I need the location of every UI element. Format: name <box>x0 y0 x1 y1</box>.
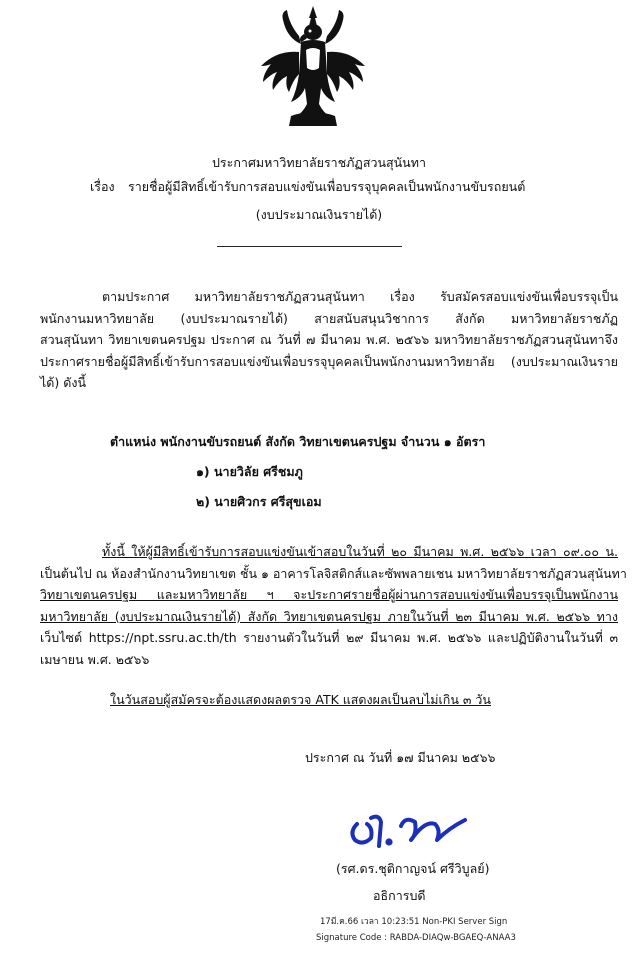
details-row: วิทยาเขตนครปฐม และมหาวิทยาลัย ฯ จะประกาศรายชื่อผู้ผ่านการสอบแข่งขันเพื่อบรรจุเป็นพนักงาน <box>40 587 618 602</box>
announce-date: ประกาศ ณ วันที่ ๑๗ มีนาคม ๒๕๖๖ <box>305 750 496 765</box>
signer-title: อธิการบดี <box>373 888 426 903</box>
intro-row: พนักงานมหาวิทยาลัย (งบประมาณรายได้) สายสนับสนุนวิชาการ สังกัด มหาวิทยาลัยราชภัฏ <box>40 310 618 326</box>
atk-note: ในวันสอบผู้สมัครจะต้องแสดงผลตรวจ ATK แสดงผลเป็นลบไม่เกิน ๓ วัน <box>110 692 491 707</box>
details-row: ทั้งนี้ ให้ผู้มีสิทธิ์เข้ารับการสอบแข่งขันเข้าสอบในวันที่ ๒๐ มีนาคม พ.ศ. ๒๕๖๖ เวลา ๐๙.๐๐ น. <box>102 544 618 559</box>
candidate-item: ๑) นายวิลัย ศรีชมภู <box>196 464 303 479</box>
details-row: เว็บไซต์ https://npt.ssru.ac.th/th รายงานตัวในวันที่ ๒๙ มีนาคม พ.ศ. ๒๕๖๖ และปฏิบัติงานในวันที่ ๓ <box>40 630 618 645</box>
details-paragraph <box>40 541 627 670</box>
intro-row: สวนสุนันทา วิทยาเขตนครปฐม ประกาศ ณ วันที่ ๗ มีนาคม พ.ศ. ๒๕๖๖ มหาวิทยาลัยราชภัฏสวนสุนันทาจึง <box>40 332 618 347</box>
signer-name: (รศ.ดร.ชุติกาญจน์ ศรีวิบูลย์) <box>336 861 490 876</box>
intro-paragraph <box>40 286 618 394</box>
garuda-emblem-icon <box>257 4 369 128</box>
subject-text: รายชื่อผู้มีสิทธิ์เข้ารับการสอบแข่งขันเพื่อบรรจุบุคคลเป็นพนักงานขับรถยนต์ <box>128 179 526 194</box>
details-row: เมษายน พ.ศ. ๒๕๖๖ <box>40 651 150 667</box>
budget-line: (งบประมาณเงินรายได้) <box>255 207 383 222</box>
subject-label: เรื่อง <box>90 179 115 194</box>
candidate-item: ๒) นายศิวกร ศรีสุขเอม <box>196 494 322 509</box>
details-row: เป็นต้นไป ณ ห้องสำนักงานวิทยาเขต ชั้น ๑ อาคารโลจิสติกส์และซัพพลายเชน มหาวิทยาลัยราชภัฏสวนสุนันทา <box>40 565 627 581</box>
intro-row: ได้) ดังนี้ <box>40 375 87 390</box>
header-divider <box>217 246 402 247</box>
position-title: ตำแหน่ง พนักงานขับรถยนต์ สังกัด วิทยาเขตนครปฐม จำนวน ๑ อัตรา <box>110 434 486 449</box>
details-row: มหาวิทยาลัย (งบประมาณเงินรายได้) สังกัด วิทยาเขตนครปฐม ภายในวันที่ ๒๓ มีนาคม พ.ศ. ๒๕๖๖ ทาง <box>40 608 618 624</box>
announcement-org-line: ประกาศมหาวิทยาลัยราชภัฏสวนสุนันทา <box>212 155 426 170</box>
esign-timestamp: 17มี.ค.66 เวลา 10:23:51 Non-PKI Server Sign <box>320 917 508 927</box>
intro-row: ตามประกาศ มหาวิทยาลัยราชภัฏสวนสุนันทา เรื่อง รับสมัครสอบแข่งขันเพื่อบรรจุเป็น <box>102 289 618 304</box>
signature-code: Signature Code : RABDA-DIAQw-BGAEQ-ANAA3 <box>316 933 516 943</box>
signature-icon <box>345 810 475 852</box>
intro-row: ประกาศรายชื่อผู้มีสิทธิ์เข้ารับการสอบแข่งขันเพื่อบรรจุบุคคลเป็นพนักงานมหาวิทยาลัย (งบประมาณเงินราย <box>40 353 618 369</box>
